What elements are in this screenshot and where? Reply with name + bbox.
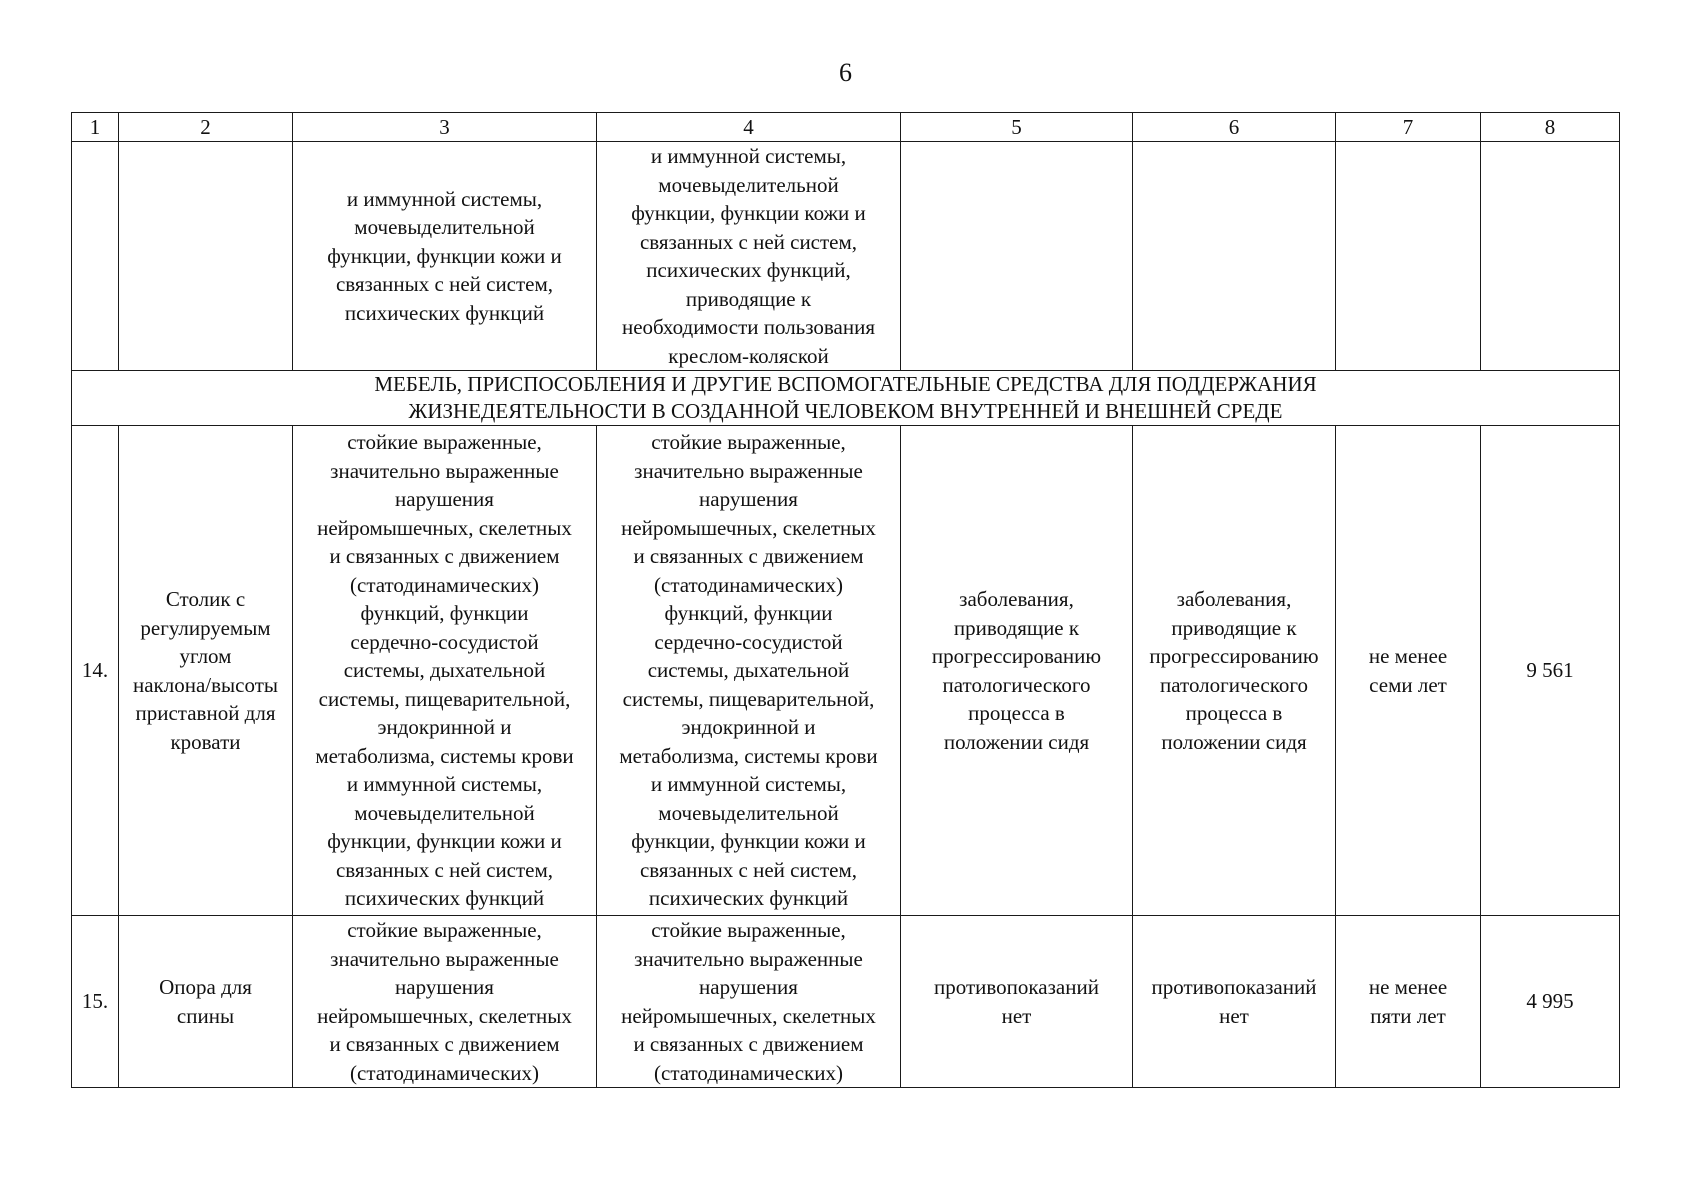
line: системы, дыхательной bbox=[647, 658, 850, 683]
cell-indications bbox=[293, 426, 597, 916]
line: метаболизма, системы крови bbox=[619, 743, 878, 768]
line: нарушения bbox=[395, 975, 494, 999]
line: противопоказаний bbox=[934, 975, 1099, 999]
line: процесса в bbox=[1185, 701, 1283, 725]
cell-contraindications bbox=[1133, 426, 1336, 916]
cell-indications bbox=[597, 426, 901, 916]
line: и связанных с движением bbox=[633, 1032, 864, 1056]
line: функции, функции кожи и bbox=[631, 829, 866, 854]
cell-empty bbox=[119, 142, 293, 371]
cell-indications bbox=[597, 142, 901, 371]
line: приставной для bbox=[135, 701, 276, 725]
line: значительно выраженные bbox=[634, 458, 863, 483]
line: семи лет bbox=[1369, 672, 1447, 697]
line: противопоказаний bbox=[1151, 975, 1317, 999]
header-cell-6: 6 bbox=[1133, 113, 1336, 142]
line: функции, функции кожи и bbox=[631, 201, 866, 225]
cell-indications bbox=[293, 916, 597, 1088]
line: психических функций bbox=[344, 300, 545, 325]
cell-price: 4 995 bbox=[1481, 916, 1620, 1088]
line: спины bbox=[176, 1003, 235, 1028]
line: и связанных с движением bbox=[329, 1032, 560, 1056]
line: эндокринной и bbox=[377, 715, 512, 740]
line: процесса в bbox=[968, 701, 1065, 725]
line: прогрессированию bbox=[931, 644, 1102, 668]
line: положении сидя bbox=[1161, 729, 1307, 754]
section-title-line: ЖИЗНЕДЕЯТЕЛЬНОСТИ В СОЗДАННОЙ ЧЕЛОВЕКОМ ВНУТРЕННЕЙ И ВНЕШНЕЙ СРЕДЕ bbox=[408, 399, 1283, 423]
line: Опора для bbox=[159, 975, 252, 999]
line: связанных с ней систем, bbox=[335, 857, 554, 882]
line: (статодинамических) bbox=[654, 572, 843, 597]
line: патологического bbox=[942, 672, 1091, 697]
line: не менее bbox=[1368, 975, 1448, 999]
line: системы, дыхательной bbox=[343, 658, 546, 683]
line: связанных с ней систем, bbox=[335, 272, 554, 297]
line: психических функций, bbox=[646, 258, 851, 282]
header-row bbox=[72, 113, 1620, 142]
cell-indications bbox=[597, 916, 901, 1088]
cell-price: 9 561 bbox=[1481, 426, 1620, 916]
line: не менее bbox=[1368, 644, 1448, 668]
line: эндокринной и bbox=[681, 715, 816, 740]
line: положении сидя bbox=[943, 729, 1090, 754]
row-number: 15. bbox=[72, 916, 119, 1088]
cell-empty bbox=[1336, 142, 1481, 371]
line: нейромышечных, скелетных bbox=[621, 1003, 876, 1028]
line: функций, функции bbox=[664, 601, 833, 626]
table-row bbox=[72, 916, 1620, 1088]
line: связанных с ней систем, bbox=[639, 857, 858, 882]
line: стойкие выраженные, bbox=[347, 918, 542, 942]
line: психических функций bbox=[648, 886, 849, 911]
item-name bbox=[119, 916, 293, 1088]
table-row-continuation bbox=[72, 142, 1620, 371]
item-name bbox=[119, 426, 293, 916]
line: значительно выраженные bbox=[634, 946, 863, 971]
line: (статодинамических) bbox=[350, 572, 539, 597]
section-title bbox=[72, 371, 1620, 426]
line: необходимости пользования bbox=[621, 315, 876, 339]
line: и связанных с движением bbox=[633, 544, 864, 569]
header-cell-7: 7 bbox=[1336, 113, 1481, 142]
cell-contraindications bbox=[901, 916, 1133, 1088]
cell-empty bbox=[1481, 142, 1620, 371]
line: мочевыделительной bbox=[658, 800, 839, 825]
section-row bbox=[72, 371, 1620, 426]
line: нарушения bbox=[699, 487, 798, 512]
cell-contraindications bbox=[901, 426, 1133, 916]
line: (статодинамических) bbox=[350, 1060, 539, 1085]
table-row bbox=[72, 426, 1620, 916]
cell-service-life bbox=[1336, 426, 1481, 916]
line: функции, функции кожи и bbox=[327, 243, 562, 268]
line: приводящие к bbox=[1171, 615, 1297, 640]
line: стойкие выраженные, bbox=[347, 430, 542, 455]
line: нейромышечных, скелетных bbox=[317, 515, 572, 540]
header-cell-8: 8 bbox=[1481, 113, 1620, 142]
line: сердечно-сосудистой bbox=[654, 629, 843, 654]
line: Столик с bbox=[165, 587, 246, 611]
line: заболевания, bbox=[959, 587, 1074, 611]
line: углом bbox=[179, 644, 232, 668]
line: мочевыделительной bbox=[658, 172, 839, 197]
line: нет bbox=[1219, 1003, 1249, 1028]
line: системы, пищеварительной, bbox=[318, 686, 571, 711]
line: значительно выраженные bbox=[330, 458, 559, 483]
line: и иммунной системы, bbox=[650, 144, 847, 168]
line: мочевыделительной bbox=[354, 800, 535, 825]
line: стойкие выраженные, bbox=[651, 430, 846, 455]
line: значительно выраженные bbox=[330, 946, 559, 971]
line: заболевания, bbox=[1176, 587, 1292, 611]
section-title-line: МЕБЕЛЬ, ПРИСПОСОБЛЕНИЯ И ДРУГИЕ ВСПОМОГАТЕЛЬНЫЕ СРЕДСТВА ДЛЯ ПОДДЕРЖАНИЯ bbox=[374, 372, 1317, 396]
line: и иммунной системы, bbox=[650, 772, 847, 797]
cell-contraindications bbox=[1133, 916, 1336, 1088]
line: регулируемым bbox=[140, 615, 271, 640]
line: нарушения bbox=[395, 487, 494, 512]
header-cell-2: 2 bbox=[119, 113, 293, 142]
line: пяти лет bbox=[1370, 1003, 1446, 1028]
row-number: 14. bbox=[72, 426, 119, 916]
cell-empty bbox=[901, 142, 1133, 371]
line: приводящие к bbox=[953, 615, 1080, 640]
cell-empty bbox=[72, 142, 119, 371]
line: креслом-коляской bbox=[668, 343, 829, 368]
line: приводящие к bbox=[685, 286, 812, 311]
line: сердечно-сосудистой bbox=[350, 629, 539, 654]
cell-empty bbox=[1133, 142, 1336, 371]
line: прогрессированию bbox=[1149, 644, 1319, 668]
line: (статодинамических) bbox=[654, 1060, 843, 1085]
line: наклона/высоты bbox=[133, 672, 278, 697]
line: мочевыделительной bbox=[354, 215, 535, 240]
cell-service-life bbox=[1336, 916, 1481, 1088]
header-cell-3: 3 bbox=[293, 113, 597, 142]
line: и иммунной системы, bbox=[346, 186, 543, 211]
line: психических функций bbox=[344, 886, 545, 911]
line: нет bbox=[1001, 1003, 1032, 1028]
line: патологического bbox=[1160, 672, 1308, 697]
line: метаболизма, системы крови bbox=[315, 743, 574, 768]
line: нарушения bbox=[699, 975, 798, 999]
line: системы, пищеварительной, bbox=[622, 686, 875, 711]
line: функций, функции bbox=[360, 601, 529, 626]
header-cell-1: 1 bbox=[72, 113, 119, 142]
line: и связанных с движением bbox=[329, 544, 560, 569]
page-number: 6 bbox=[839, 58, 852, 87]
line: функции, функции кожи и bbox=[327, 829, 562, 854]
header-cell-4: 4 bbox=[597, 113, 901, 142]
line: нейромышечных, скелетных bbox=[317, 1003, 572, 1028]
line: связанных с ней систем, bbox=[639, 229, 858, 254]
line: и иммунной системы, bbox=[346, 772, 543, 797]
line: нейромышечных, скелетных bbox=[621, 515, 876, 540]
cell-indications bbox=[293, 142, 597, 371]
line: кровати bbox=[170, 729, 241, 754]
line: стойкие выраженные, bbox=[651, 918, 846, 942]
header-cell-5: 5 bbox=[901, 113, 1133, 142]
document-table bbox=[71, 112, 1620, 1088]
